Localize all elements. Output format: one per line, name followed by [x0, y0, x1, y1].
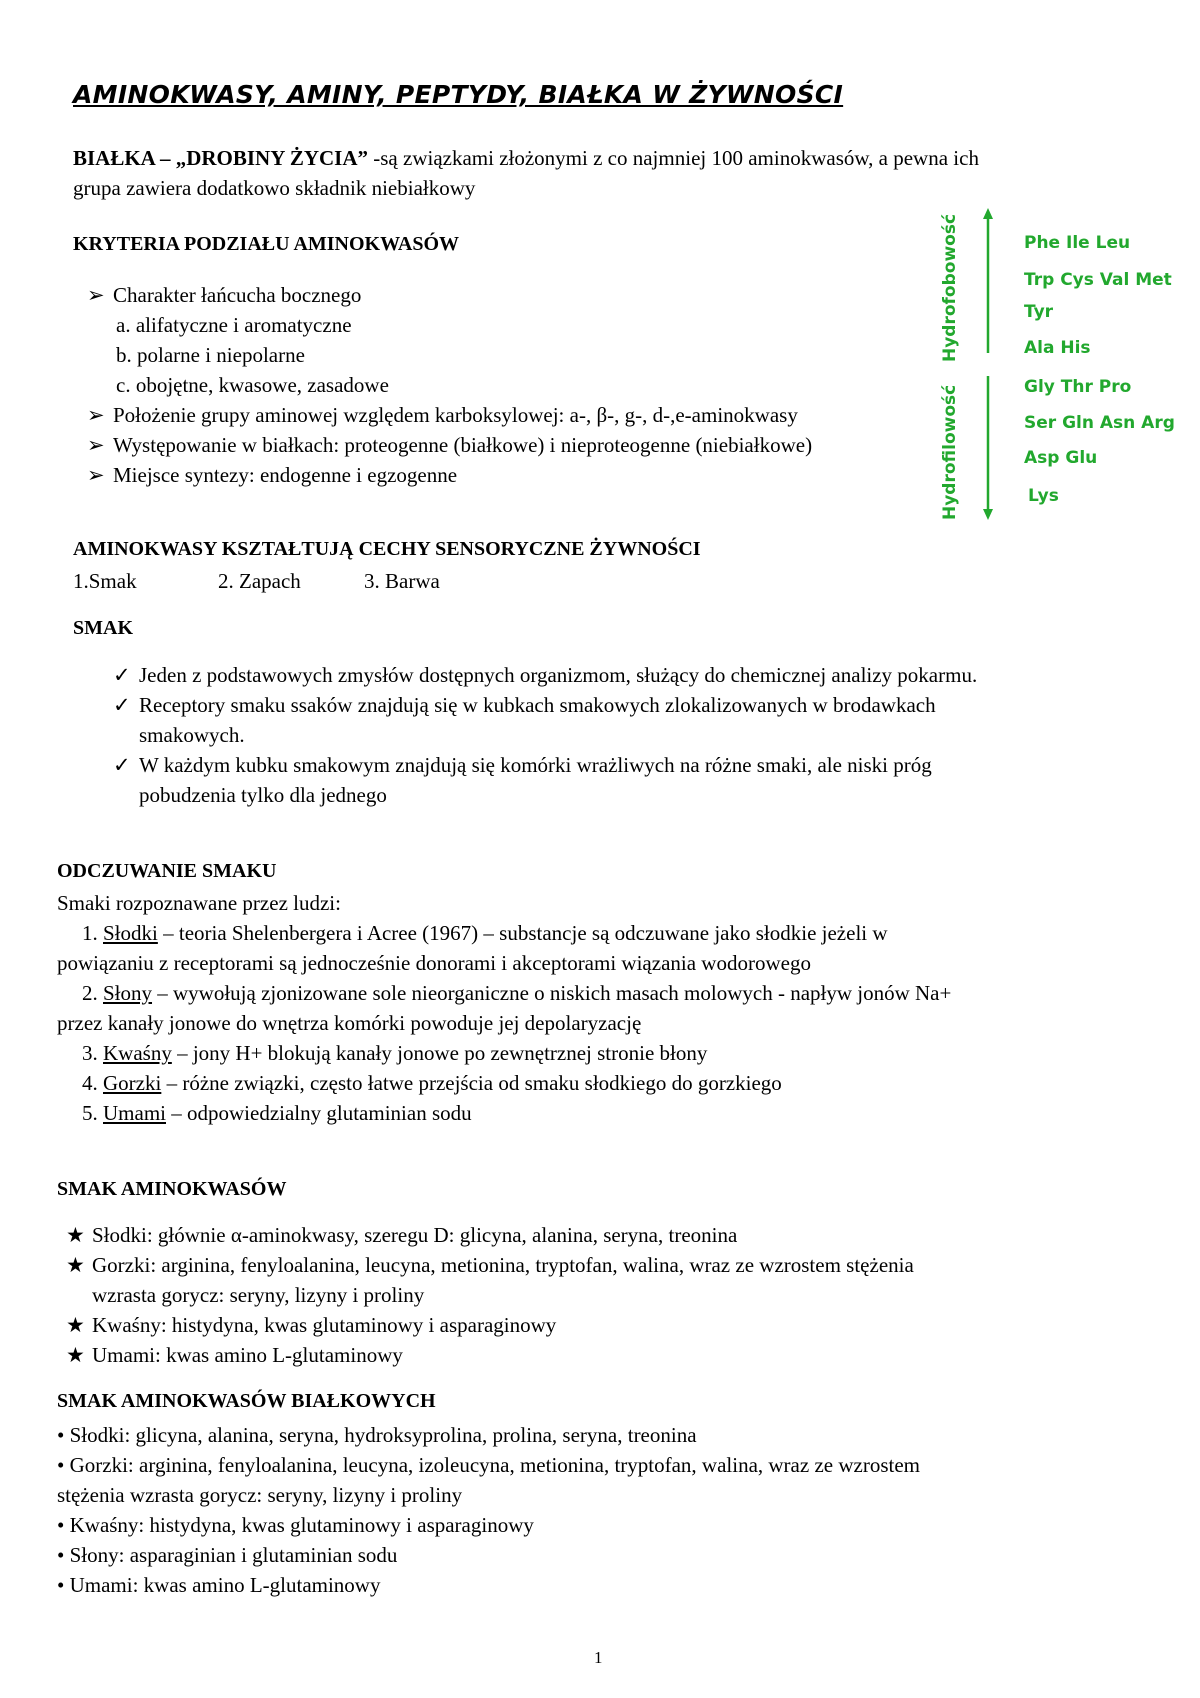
- page-title: AMINOKWASY, AMINY, PEPTYDY, BIAŁKA W ŻYWNOŚCI: [73, 80, 844, 109]
- bullet-icon: •: [57, 1423, 70, 1447]
- smak-bialk-item: • Umami: kwas amino L-glutaminowy: [57, 1573, 381, 1597]
- scale-row: Tyr: [1024, 302, 1054, 322]
- taste-term: Gorzki: [103, 1071, 162, 1095]
- kryteria-item: [87, 460, 457, 490]
- taste-item-cont: powiązaniu z receptorami są jednocześnie donorami i akceptorami wiązania wodorowego: [57, 951, 811, 975]
- intro-term: BIAŁKA – „DROBINY ŻYCIA”: [73, 146, 369, 170]
- bullet-icon: •: [57, 1453, 70, 1477]
- checkmark-icon: ✓: [113, 753, 131, 777]
- checkmark-icon: ✓: [113, 693, 131, 717]
- smak-am-item: ★ Słodki: głównie α-aminokwasy, szeregu D: glicyna, alanina, seryna, treonina: [66, 1220, 737, 1250]
- kryteria-item-label: Występowanie w białkach: proteogenne (białkowe) i nieproteogenne (niebiałkowe): [113, 433, 813, 457]
- smak-heading: SMAK: [73, 617, 133, 639]
- bullet-icon: •: [57, 1543, 70, 1567]
- smak-am-item: ★ Umami: kwas amino L-glutaminowy: [66, 1340, 403, 1370]
- taste-item-sweet: 1. Słodki – teoria Shelenbergera i Acree (1967) – substancje są odczuwane jako słodkie jeżeli w: [82, 921, 888, 945]
- smak-bialk-item-cont: stężenia wzrasta gorycz: seryny, lizyny i proliny: [57, 1483, 463, 1507]
- kryteria-item: [87, 280, 361, 310]
- scale-row: Lys: [1028, 486, 1059, 506]
- kryteria-item: [87, 400, 798, 430]
- scale-row: Trp Cys Val Met: [1024, 270, 1172, 290]
- intro-text-1: -są związkami złożonymi z co najmniej 100 aminokwasów, a pewna ich: [368, 146, 979, 170]
- smak-point-cont: pobudzenia tylko dla jednego: [139, 783, 387, 807]
- arrow-up-icon: [983, 208, 993, 219]
- kryteria-sub-b: b. polarne i niepolarne: [116, 343, 305, 367]
- taste-item-umami: 5. Umami – odpowiedzialny glutaminian sodu: [82, 1101, 472, 1125]
- smak-bialk-heading: SMAK AMINOKWASÓW BIAŁKOWYCH: [57, 1390, 436, 1412]
- scale-label-hydrophilic: Hydrofilowość: [940, 384, 960, 520]
- smak-am-item-cont: wzrasta gorycz: seryny, lizyny i proliny: [92, 1283, 425, 1307]
- taste-item-cont: przez kanały jonowe do wnętrza komórki powoduje jej depolaryzację: [57, 1011, 642, 1035]
- intro-paragraph: [73, 143, 979, 173]
- smak-am-item: ★ Gorzki: arginina, fenyloalanina, leucyna, metionina, tryptofan, walina, wraz ze wzrostem stężenia: [66, 1250, 914, 1280]
- taste-term: Umami: [103, 1101, 166, 1125]
- taste-term: Słodki: [103, 921, 158, 945]
- taste-item-bitter: 4. Gorzki – różne związki, często łatwe przejścia od smaku słodkiego do gorzkiego: [82, 1071, 782, 1095]
- smak-point-label: W każdym kubku smakowym znajdują się komórki wrażliwych na różne smaki, ale niski próg: [139, 753, 932, 777]
- smak-bialk-item: • Kwaśny: histydyna, kwas glutaminowy i asparaginowy: [57, 1513, 534, 1537]
- scale-row: Gly Thr Pro: [1024, 377, 1132, 397]
- bullet-icon: •: [57, 1513, 70, 1537]
- arrow-down-icon: [983, 509, 993, 520]
- arrow-bullet-icon: ➢: [87, 433, 105, 457]
- smak-point: [113, 690, 936, 720]
- intro-text-2: grupa zawiera dodatkowo składnik niebiałkowy: [73, 176, 476, 200]
- taste-term: Kwaśny: [103, 1041, 172, 1065]
- star-icon: ★: [66, 1343, 85, 1367]
- sensory-item-3: 3. Barwa: [364, 569, 440, 593]
- kryteria-sub-a: a. alifatyczne i aromatyczne: [116, 313, 352, 337]
- smak-bialk-item: • Słony: asparaginian i glutaminian sodu: [57, 1543, 398, 1567]
- taste-item-salty: 2. Słony – wywołują zjonizowane sole nieorganiczne o niskich masach molowych - napływ jonów Na+: [82, 981, 952, 1005]
- smak-am-heading: SMAK AMINOKWASÓW: [57, 1178, 287, 1200]
- smak-bialk-item: • Gorzki: arginina, fenyloalanina, leucyna, izoleucyna, metionina, tryptofan, walina, wraz ze wzrostem: [57, 1453, 920, 1477]
- odczuwanie-intro: Smaki rozpoznawane przez ludzi:: [57, 891, 341, 915]
- star-icon: ★: [66, 1313, 85, 1337]
- star-icon: ★: [66, 1253, 85, 1277]
- page-number: 1: [594, 1648, 603, 1667]
- scale-row: Ala His: [1024, 338, 1091, 358]
- scale-row: Ser Gln Asn Arg: [1024, 413, 1175, 433]
- smak-am-item: ★ Kwaśny: histydyna, kwas glutaminowy i asparaginowy: [66, 1310, 556, 1340]
- sensory-item-2: 2. Zapach: [218, 569, 301, 593]
- smak-point-label: Jeden z podstawowych zmysłów dostępnych organizmom, służący do chemicznej analizy pokarmu.: [139, 663, 978, 687]
- arrow-bullet-icon: ➢: [87, 463, 105, 487]
- kryteria-item: [87, 430, 812, 460]
- arrow-bullet-icon: ➢: [87, 283, 105, 307]
- scale-row: Phe Ile Leu: [1024, 233, 1131, 253]
- bullet-icon: •: [57, 1573, 70, 1597]
- taste-item-sour: 3. Kwaśny – jony H+ blokują kanały jonowe po zewnętrznej stronie błony: [82, 1041, 708, 1065]
- scale-row: Asp Glu: [1024, 448, 1098, 468]
- smak-point-cont: smakowych.: [139, 723, 245, 747]
- smak-point-label: Receptory smaku ssaków znajdują się w kubkach smakowych zlokalizowanych w brodawkach: [139, 693, 936, 717]
- kryteria-item-label: Charakter łańcucha bocznego: [113, 283, 362, 307]
- sensory-heading: AMINOKWASY KSZTAŁTUJĄ CECHY SENSORYCZNE ŻYWNOŚCI: [73, 538, 701, 560]
- smak-bialk-item: • Słodki: glicyna, alanina, seryna, hydroksyprolina, prolina, seryna, treonina: [57, 1423, 697, 1447]
- scale-label-hydrophobic: Hydrofobowość: [940, 213, 960, 362]
- star-icon: ★: [66, 1223, 85, 1247]
- arrow-bullet-icon: ➢: [87, 403, 105, 427]
- taste-term: Słony: [103, 981, 153, 1005]
- smak-point: [113, 750, 932, 780]
- scale-arrows: [978, 208, 998, 520]
- odczuwanie-heading: ODCZUWANIE SMAKU: [57, 860, 277, 882]
- smak-point: [113, 660, 977, 690]
- kryteria-sub-c: c. obojętne, kwasowe, zasadowe: [116, 373, 389, 397]
- kryteria-item-label: Miejsce syntezy: endogenne i egzogenne: [113, 463, 458, 487]
- checkmark-icon: ✓: [113, 663, 131, 687]
- kryteria-item-label: Położenie grupy aminowej względem karboksylowej: a-, β-, g-, d-,e-aminokwasy: [113, 403, 798, 427]
- sensory-item-1: 1.Smak: [73, 569, 137, 593]
- kryteria-heading: KRYTERIA PODZIAŁU AMINOKWASÓW: [73, 233, 460, 255]
